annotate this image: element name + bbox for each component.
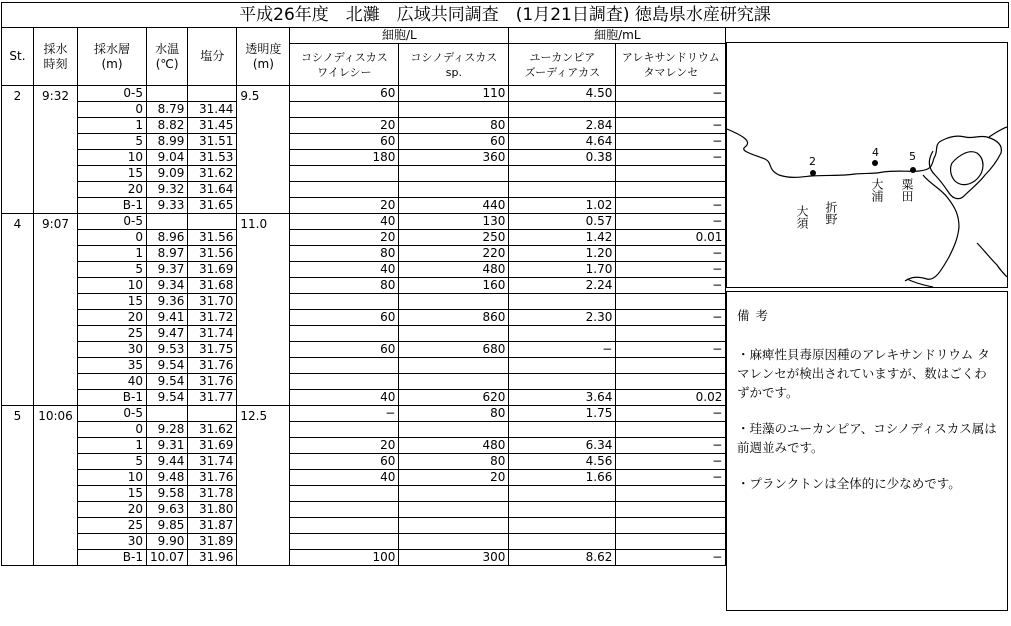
species-3-count: 6.34 bbox=[509, 438, 616, 454]
species-2-count: 160 bbox=[399, 278, 509, 294]
species-2-count bbox=[399, 486, 509, 502]
species-4-count bbox=[616, 326, 726, 342]
temp-cell: 9.09 bbox=[147, 166, 188, 182]
header-transparency: 透明度 (m) bbox=[237, 28, 290, 86]
species-1-count: 20 bbox=[290, 230, 399, 246]
coastline-map bbox=[727, 43, 1007, 287]
species-4-count bbox=[616, 358, 726, 374]
depth-cell: 0 bbox=[78, 102, 147, 118]
species-2-count bbox=[399, 294, 509, 310]
header-salinity: 塩分 bbox=[188, 28, 237, 86]
species-1-count: 60 bbox=[290, 86, 399, 102]
station-label-5: 5 bbox=[909, 150, 916, 163]
temp-cell: 9.37 bbox=[147, 262, 188, 278]
species-3-count bbox=[509, 294, 616, 310]
species-3-count: 1.75 bbox=[509, 406, 616, 422]
species-2-count bbox=[399, 518, 509, 534]
species-3-count: 8.62 bbox=[509, 550, 616, 566]
temp-cell: 9.36 bbox=[147, 294, 188, 310]
species-3-count bbox=[509, 102, 616, 118]
species-2-count: 300 bbox=[399, 550, 509, 566]
station-id: 4 bbox=[2, 214, 34, 406]
temp-cell: 8.82 bbox=[147, 118, 188, 134]
species-4-count: − bbox=[616, 246, 726, 262]
depth-cell: 40 bbox=[78, 374, 147, 390]
species-3-count: 4.64 bbox=[509, 134, 616, 150]
species-3-count bbox=[509, 486, 616, 502]
species-2-count: 20 bbox=[399, 470, 509, 486]
temp-cell: 8.99 bbox=[147, 134, 188, 150]
temp-cell: 9.47 bbox=[147, 326, 188, 342]
depth-cell: B-1 bbox=[78, 198, 147, 214]
species-2-count bbox=[399, 166, 509, 182]
species-2-count: 60 bbox=[399, 134, 509, 150]
depth-cell: 35 bbox=[78, 358, 147, 374]
station-point-2 bbox=[810, 170, 816, 176]
salinity-cell: 31.96 bbox=[188, 550, 237, 566]
salinity-cell: 31.77 bbox=[188, 390, 237, 406]
species-3-count: 1.02 bbox=[509, 198, 616, 214]
species-4-count: − bbox=[616, 438, 726, 454]
station-id: 2 bbox=[2, 86, 34, 214]
depth-cell: 15 bbox=[78, 166, 147, 182]
species-3-count: 2.84 bbox=[509, 118, 616, 134]
header-species-2: コシノディスカス sp. bbox=[399, 44, 509, 86]
species-1-count: 40 bbox=[290, 470, 399, 486]
table-row bbox=[2, 294, 726, 310]
species-2-count: 620 bbox=[399, 390, 509, 406]
species-3-count bbox=[509, 502, 616, 518]
note-item: ・麻痺性貝毒原因種のアレキサンドリウム タマレンセが検出されていますが、数はごくわずかです。 bbox=[737, 347, 990, 400]
species-1-count: 60 bbox=[290, 342, 399, 358]
salinity-cell: 31.76 bbox=[188, 358, 237, 374]
species-4-count bbox=[616, 422, 726, 438]
station-point-5 bbox=[910, 167, 916, 173]
depth-cell: 25 bbox=[78, 518, 147, 534]
species-2-count: 480 bbox=[399, 438, 509, 454]
species-4-count: − bbox=[616, 198, 726, 214]
species-4-count: − bbox=[616, 406, 726, 422]
header-temp: 水温 (℃) bbox=[147, 28, 188, 86]
species-3-count bbox=[509, 326, 616, 342]
salinity-cell: 31.56 bbox=[188, 230, 237, 246]
table-row bbox=[2, 422, 726, 438]
species-3-count: 4.50 bbox=[509, 86, 616, 102]
table-row bbox=[2, 326, 726, 342]
depth-cell: 20 bbox=[78, 502, 147, 518]
temp-cell: 8.97 bbox=[147, 246, 188, 262]
species-4-count bbox=[616, 374, 726, 390]
species-3-count: 3.64 bbox=[509, 390, 616, 406]
table-row bbox=[2, 198, 726, 214]
species-2-count: 440 bbox=[399, 198, 509, 214]
species-1-count: 20 bbox=[290, 118, 399, 134]
table-row bbox=[2, 342, 726, 358]
species-3-count: 1.70 bbox=[509, 262, 616, 278]
species-2-count bbox=[399, 422, 509, 438]
species-4-count: − bbox=[616, 470, 726, 486]
species-2-count: 80 bbox=[399, 406, 509, 422]
salinity-cell: 31.70 bbox=[188, 294, 237, 310]
temp-cell: 9.33 bbox=[147, 198, 188, 214]
place-label-osu: 大須 bbox=[795, 205, 809, 229]
salinity-cell: 31.74 bbox=[188, 454, 237, 470]
species-4-count: − bbox=[616, 342, 726, 358]
species-4-count: − bbox=[616, 118, 726, 134]
temp-cell: 9.41 bbox=[147, 310, 188, 326]
species-3-count: 2.30 bbox=[509, 310, 616, 326]
species-3-count bbox=[509, 182, 616, 198]
species-4-count: − bbox=[616, 134, 726, 150]
species-3-count: 1.42 bbox=[509, 230, 616, 246]
species-1-count: 100 bbox=[290, 550, 399, 566]
salinity-cell: 31.64 bbox=[188, 182, 237, 198]
species-3-count: 0.57 bbox=[509, 214, 616, 230]
species-1-count bbox=[290, 166, 399, 182]
depth-cell: 5 bbox=[78, 262, 147, 278]
temp-cell: 9.54 bbox=[147, 358, 188, 374]
species-3-count: 0.38 bbox=[509, 150, 616, 166]
species-1-count: 60 bbox=[290, 134, 399, 150]
species-2-count: 110 bbox=[399, 86, 509, 102]
location-map bbox=[726, 42, 1008, 288]
transparency-cell: 9.5 bbox=[237, 86, 290, 214]
header-st: St. bbox=[2, 28, 34, 86]
salinity-cell: 31.78 bbox=[188, 486, 237, 502]
temp-cell: 8.96 bbox=[147, 230, 188, 246]
sample-time: 9:07 bbox=[34, 214, 78, 406]
table-row bbox=[2, 86, 726, 102]
temp-cell: 9.28 bbox=[147, 422, 188, 438]
species-1-count bbox=[290, 502, 399, 518]
species-4-count bbox=[616, 486, 726, 502]
salinity-cell: 31.53 bbox=[188, 150, 237, 166]
species-1-count: 60 bbox=[290, 454, 399, 470]
species-1-count: 20 bbox=[290, 438, 399, 454]
temp-cell: 9.48 bbox=[147, 470, 188, 486]
header-unit-per-ml: 細胞/mL bbox=[509, 28, 726, 44]
species-2-count bbox=[399, 326, 509, 342]
station-label-4: 4 bbox=[872, 146, 879, 159]
species-4-count bbox=[616, 182, 726, 198]
temp-cell: 9.85 bbox=[147, 518, 188, 534]
species-1-count: 20 bbox=[290, 198, 399, 214]
depth-cell: 1 bbox=[78, 118, 147, 134]
salinity-cell: 31.62 bbox=[188, 166, 237, 182]
species-4-count: 0.01 bbox=[616, 230, 726, 246]
page-title: 平成26年度 北灘 広域共同調査 (1月21日調査) 徳島県水産研究課 bbox=[1, 2, 1009, 28]
header-species-4: アレキサンドリウム タマレンセ bbox=[616, 44, 726, 86]
transparency-cell: 12.5 bbox=[237, 406, 290, 566]
depth-cell: 10 bbox=[78, 150, 147, 166]
species-4-count: − bbox=[616, 150, 726, 166]
species-2-count bbox=[399, 374, 509, 390]
species-4-count bbox=[616, 166, 726, 182]
species-3-count bbox=[509, 358, 616, 374]
species-4-count: − bbox=[616, 550, 726, 566]
species-3-count bbox=[509, 422, 616, 438]
place-label-oura: 大浦 bbox=[870, 178, 884, 202]
table-row bbox=[2, 150, 726, 166]
depth-cell: 15 bbox=[78, 294, 147, 310]
species-1-count bbox=[290, 374, 399, 390]
species-3-count: − bbox=[509, 342, 616, 358]
table-row bbox=[2, 486, 726, 502]
salinity-cell: 31.65 bbox=[188, 198, 237, 214]
place-label-awata: 粟田 bbox=[900, 178, 914, 202]
depth-cell: 1 bbox=[78, 438, 147, 454]
salinity-cell: 31.69 bbox=[188, 262, 237, 278]
species-2-count: 80 bbox=[399, 118, 509, 134]
species-1-count bbox=[290, 534, 399, 550]
temp-cell: 9.58 bbox=[147, 486, 188, 502]
salinity-cell bbox=[188, 406, 237, 422]
table-row bbox=[2, 182, 726, 198]
species-1-count: 40 bbox=[290, 262, 399, 278]
table-row bbox=[2, 358, 726, 374]
species-1-count bbox=[290, 294, 399, 310]
table-row bbox=[2, 406, 726, 422]
species-4-count: − bbox=[616, 310, 726, 326]
species-2-count: 480 bbox=[399, 262, 509, 278]
salinity-cell: 31.74 bbox=[188, 326, 237, 342]
salinity-cell: 31.87 bbox=[188, 518, 237, 534]
species-2-count: 130 bbox=[399, 214, 509, 230]
table-row bbox=[2, 550, 726, 566]
temp-cell: 9.63 bbox=[147, 502, 188, 518]
depth-cell: 30 bbox=[78, 534, 147, 550]
species-2-count: 250 bbox=[399, 230, 509, 246]
species-3-count bbox=[509, 166, 616, 182]
header-unit-per-l: 細胞/L bbox=[290, 28, 509, 44]
species-4-count: − bbox=[616, 278, 726, 294]
depth-cell: B-1 bbox=[78, 550, 147, 566]
depth-cell: 5 bbox=[78, 454, 147, 470]
temp-cell: 9.31 bbox=[147, 438, 188, 454]
salinity-cell: 31.80 bbox=[188, 502, 237, 518]
species-1-count: 80 bbox=[290, 246, 399, 262]
header-depth: 採水層 (m) bbox=[78, 28, 147, 86]
salinity-cell: 31.45 bbox=[188, 118, 237, 134]
species-4-count bbox=[616, 294, 726, 310]
station-point-4 bbox=[872, 160, 878, 166]
salinity-cell: 31.76 bbox=[188, 470, 237, 486]
species-2-count bbox=[399, 102, 509, 118]
depth-cell: 0 bbox=[78, 422, 147, 438]
species-1-count bbox=[290, 182, 399, 198]
depth-cell: 5 bbox=[78, 134, 147, 150]
species-2-count bbox=[399, 534, 509, 550]
table-row bbox=[2, 262, 726, 278]
species-3-count bbox=[509, 518, 616, 534]
temp-cell bbox=[147, 86, 188, 102]
species-1-count bbox=[290, 422, 399, 438]
table-row bbox=[2, 534, 726, 550]
species-2-count: 80 bbox=[399, 454, 509, 470]
table-row bbox=[2, 102, 726, 118]
depth-cell: B-1 bbox=[78, 390, 147, 406]
species-2-count: 860 bbox=[399, 310, 509, 326]
temp-cell: 9.04 bbox=[147, 150, 188, 166]
notes-heading: 備考 bbox=[737, 308, 775, 323]
species-4-count bbox=[616, 102, 726, 118]
depth-cell: 1 bbox=[78, 246, 147, 262]
salinity-cell: 31.72 bbox=[188, 310, 237, 326]
depth-cell: 10 bbox=[78, 278, 147, 294]
species-3-count bbox=[509, 374, 616, 390]
species-4-count bbox=[616, 502, 726, 518]
salinity-cell: 31.51 bbox=[188, 134, 237, 150]
table-row bbox=[2, 518, 726, 534]
species-1-count: 40 bbox=[290, 390, 399, 406]
species-4-count bbox=[616, 534, 726, 550]
place-label-orino: 折野 bbox=[824, 201, 838, 225]
table-row bbox=[2, 470, 726, 486]
salinity-cell: 31.69 bbox=[188, 438, 237, 454]
species-2-count: 220 bbox=[399, 246, 509, 262]
temp-cell: 9.54 bbox=[147, 390, 188, 406]
salinity-cell: 31.75 bbox=[188, 342, 237, 358]
temp-cell bbox=[147, 214, 188, 230]
species-4-count: − bbox=[616, 214, 726, 230]
species-3-count: 4.56 bbox=[509, 454, 616, 470]
species-3-count: 1.20 bbox=[509, 246, 616, 262]
species-4-count: − bbox=[616, 454, 726, 470]
temp-cell: 9.44 bbox=[147, 454, 188, 470]
header-species-1: コシノディスカス ワイレシー bbox=[290, 44, 399, 86]
depth-cell: 0-5 bbox=[78, 406, 147, 422]
salinity-cell: 31.68 bbox=[188, 278, 237, 294]
salinity-cell: 31.76 bbox=[188, 374, 237, 390]
species-1-count: − bbox=[290, 406, 399, 422]
salinity-cell bbox=[188, 214, 237, 230]
temp-cell: 9.34 bbox=[147, 278, 188, 294]
species-1-count bbox=[290, 102, 399, 118]
temp-cell: 9.53 bbox=[147, 342, 188, 358]
temp-cell: 9.90 bbox=[147, 534, 188, 550]
species-3-count: 1.66 bbox=[509, 470, 616, 486]
temp-cell: 8.79 bbox=[147, 102, 188, 118]
table-row bbox=[2, 438, 726, 454]
species-1-count bbox=[290, 326, 399, 342]
temp-cell: 9.54 bbox=[147, 374, 188, 390]
sample-time: 10:06 bbox=[34, 406, 78, 566]
note-item: ・プランクトンは全体的に少なめです。 bbox=[737, 476, 961, 491]
table-row bbox=[2, 230, 726, 246]
species-2-count: 680 bbox=[399, 342, 509, 358]
table-row bbox=[2, 310, 726, 326]
salinity-cell: 31.56 bbox=[188, 246, 237, 262]
species-4-count: − bbox=[616, 86, 726, 102]
species-1-count: 60 bbox=[290, 310, 399, 326]
depth-cell: 0 bbox=[78, 230, 147, 246]
station-id: 5 bbox=[2, 406, 34, 566]
table-row bbox=[2, 118, 726, 134]
species-1-count bbox=[290, 518, 399, 534]
species-3-count bbox=[509, 534, 616, 550]
notes-box bbox=[726, 291, 1008, 611]
note-item: ・珪藻のユーカンピア、コシノディスカス属は前週並みです。 bbox=[737, 421, 997, 455]
species-2-count bbox=[399, 502, 509, 518]
table-row bbox=[2, 166, 726, 182]
table-row bbox=[2, 502, 726, 518]
species-2-count: 360 bbox=[399, 150, 509, 166]
survey-table bbox=[1, 27, 726, 566]
depth-cell: 20 bbox=[78, 182, 147, 198]
sample-time: 9:32 bbox=[34, 86, 78, 214]
depth-cell: 0-5 bbox=[78, 86, 147, 102]
table-row bbox=[2, 214, 726, 230]
salinity-cell: 31.89 bbox=[188, 534, 237, 550]
temp-cell bbox=[147, 406, 188, 422]
species-1-count: 180 bbox=[290, 150, 399, 166]
species-4-count: − bbox=[616, 262, 726, 278]
table-row bbox=[2, 454, 726, 470]
species-1-count bbox=[290, 358, 399, 374]
depth-cell: 0-5 bbox=[78, 214, 147, 230]
temp-cell: 9.32 bbox=[147, 182, 188, 198]
table-row bbox=[2, 134, 726, 150]
depth-cell: 10 bbox=[78, 470, 147, 486]
species-3-count: 2.24 bbox=[509, 278, 616, 294]
station-label-2: 2 bbox=[809, 155, 816, 168]
table-row bbox=[2, 390, 726, 406]
table-row bbox=[2, 246, 726, 262]
species-2-count bbox=[399, 182, 509, 198]
depth-cell: 20 bbox=[78, 310, 147, 326]
salinity-cell bbox=[188, 86, 237, 102]
species-1-count bbox=[290, 486, 399, 502]
transparency-cell: 11.0 bbox=[237, 214, 290, 406]
species-4-count bbox=[616, 518, 726, 534]
species-2-count bbox=[399, 358, 509, 374]
temp-cell: 10.07 bbox=[147, 550, 188, 566]
species-1-count: 40 bbox=[290, 214, 399, 230]
salinity-cell: 31.44 bbox=[188, 102, 237, 118]
species-4-count: 0.02 bbox=[616, 390, 726, 406]
header-species-3: ユーカンピア ズーディアカス bbox=[509, 44, 616, 86]
table-row bbox=[2, 374, 726, 390]
table-row bbox=[2, 278, 726, 294]
depth-cell: 30 bbox=[78, 342, 147, 358]
species-1-count: 80 bbox=[290, 278, 399, 294]
salinity-cell: 31.62 bbox=[188, 422, 237, 438]
header-time: 採水 時刻 bbox=[34, 28, 78, 86]
depth-cell: 15 bbox=[78, 486, 147, 502]
depth-cell: 25 bbox=[78, 326, 147, 342]
